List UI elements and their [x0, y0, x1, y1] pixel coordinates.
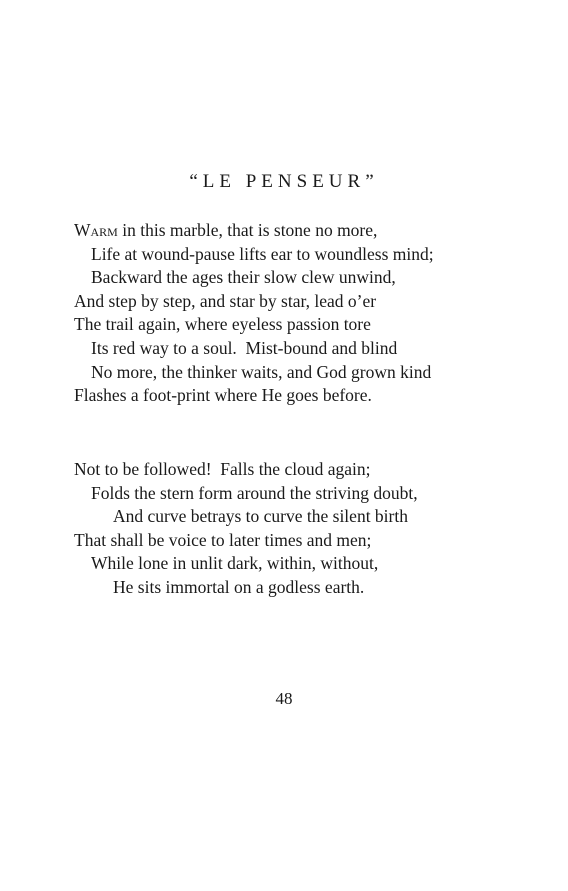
poem-line-10: Folds the stern form around the striving doubt,: [91, 482, 418, 503]
poem-line-3: Backward the ages their slow clew unwind,: [91, 267, 396, 288]
poem-line-7: No more, the thinker waits, and God grown kind: [91, 361, 432, 382]
poem-line-12: That shall be voice to later times and men;: [74, 529, 372, 550]
poem-line-1-text: in this marble, that is stone no more,: [117, 220, 378, 240]
poem-line-11: And curve betrays to curve the silent birth: [113, 506, 408, 527]
poem-line-14: He sits immortal on a godless earth.: [113, 576, 365, 597]
stanza-1: [74, 219, 544, 408]
poem-title: “LE PENSEUR”: [189, 171, 379, 192]
poem-line-13: While lone in unlit dark, within, without,: [91, 553, 379, 574]
stanza-2: [74, 458, 544, 600]
poem-line-2: Life at wound-pause lifts ear to woundless mind;: [91, 243, 434, 264]
poem-line-8: Flashes a foot-print where He goes before.: [74, 385, 372, 406]
poem-line-4: And step by step, and star by star, lead o’er: [74, 290, 377, 311]
poem-line-5: The trail again, where eyeless passion tore: [74, 314, 371, 335]
poem-line-9: Not to be followed! Falls the cloud again;: [74, 459, 371, 479]
page-number: 48: [275, 689, 293, 708]
poem-line-6: Its red way to a soul. Mist-bound and blind: [91, 337, 398, 358]
poem-line-1: [74, 219, 544, 243]
drop-word: Warm: [74, 220, 118, 240]
